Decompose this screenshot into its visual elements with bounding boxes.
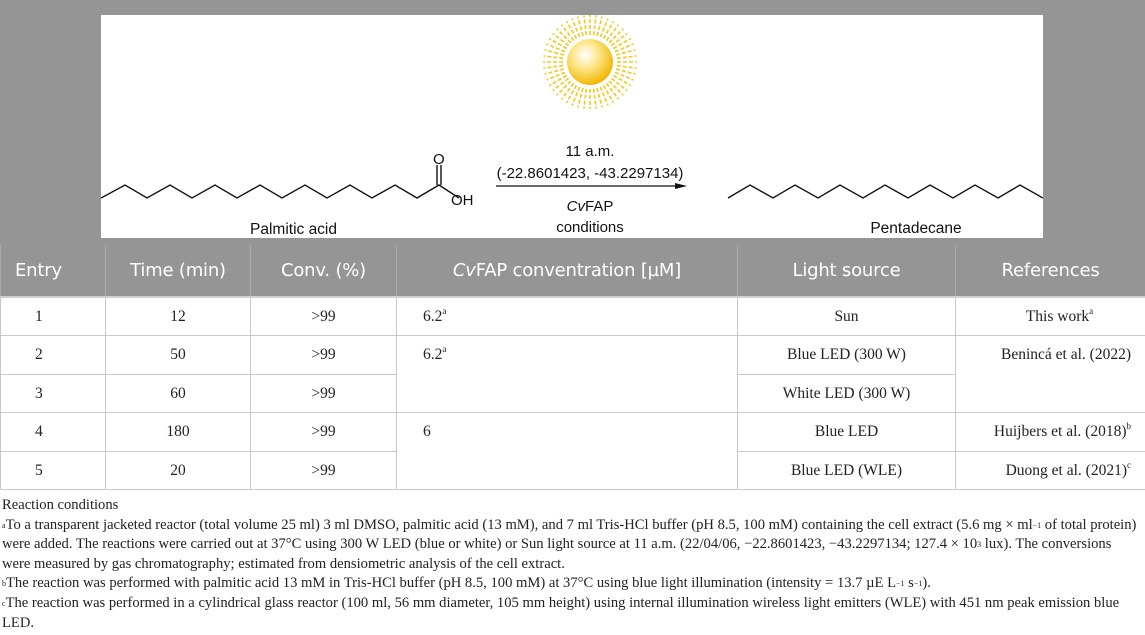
cell-reference: Duong et al. $(2021)^c$ (956, 451, 1145, 490)
cell-time: 12 (106, 297, 251, 336)
table-row (1, 297, 1145, 336)
cell-time: 50 (106, 336, 251, 375)
cell-light-source: Sun (738, 297, 956, 336)
header-conversion: Conv. (%) (251, 245, 397, 297)
reactant-label: Palmitic acid (250, 221, 337, 238)
cell-reference: Huijbers et al. $(2018)^b$ (956, 413, 1145, 452)
cell-entry: 5 (1, 451, 106, 490)
table-footnotes (2, 496, 1142, 633)
arrow-time-label: 11 a.m. (565, 143, 615, 160)
cell-reference: Benincá et al. (2022) (956, 336, 1145, 413)
cell-time: 20 (106, 451, 251, 490)
footnote-a: $^a$To a transparent jacketed reactor (total volume 25 ml) 3 ml DMSO, palmitic acid (13 mM), and 7 ml Tris-HCl buffer (pH 8.5, 100 mM) containing the cell extract (5.6 mg × $ml^{-1}$ of total protein) were added. The reactions were carried out at 37°C using 300 W LED (blue or white) or Sun light source at 11 a.m. (22/04/06, −22.8601423, −43.2297134; $127.4 \times 10^3$ lux). The conversions were measured by gas chromatography; estimated from densiometric analysis of the cell extract. (2, 516, 1137, 572)
palmitic-acid-structure (101, 185, 459, 198)
cell-conversion: >99 (251, 297, 397, 336)
table-row (1, 336, 1145, 375)
cell-light-source: White LED (300 W) (738, 374, 956, 413)
arrow-coordinates-label: (-22.8601423, -43.2297134) (496, 165, 684, 182)
cell-light-source: Blue LED (300 W) (738, 336, 956, 375)
arrow-conditions-label: conditions (556, 219, 624, 236)
header-references: References (956, 245, 1145, 297)
reaction-scheme-figure (101, 15, 1043, 238)
footnote-c: $^c$The reaction was performed in a cylindrical glass reactor (100 ml, 56 mm diameter, 105 mm height) using internal illumination wireless light emitters (WLE) with 451 nm peak emission blue LED. (2, 594, 1120, 631)
footnote-b: $^b$The reaction was performed with palmitic acid 13 mM in Tris-HCl buffer (pH 8.5, 100 mM) at 37°C using blue light illumination (intensity = 13.7 µE $L^{-1}$ $s^{-1}$). (2, 575, 931, 592)
table-header-row (1, 245, 1145, 297)
header-light-source: Light source (738, 245, 956, 297)
footnote-title: Reaction conditions (2, 497, 119, 513)
arrow-head-icon (675, 183, 687, 189)
cell-entry: 3 (1, 374, 106, 413)
cell-light-source: Blue LED (WLE) (738, 451, 956, 490)
cell-entry: 4 (1, 413, 106, 452)
cell-time: 180 (106, 413, 251, 452)
hydroxyl-label: OH (451, 192, 474, 209)
cell-conversion: >99 (251, 336, 397, 375)
cell-entry: 1 (1, 297, 106, 336)
cell-conversion: >99 (251, 413, 397, 452)
arrow-catalyst-label: CvFAP (566, 198, 614, 215)
table-row (1, 413, 1145, 452)
cell-reference: This work$^a$ (956, 297, 1145, 336)
cell-concentration: 6 (397, 413, 738, 490)
cell-conversion: >99 (251, 374, 397, 413)
header-entry: Entry (1, 245, 106, 297)
results-table (0, 245, 1145, 490)
sun-icon (543, 15, 637, 109)
cell-concentration: 6.2$^a$ (397, 297, 738, 336)
oxygen-label: O (433, 151, 445, 168)
header-time: Time (min) (106, 245, 251, 297)
cell-conversion: >99 (251, 451, 397, 490)
pentadecane-structure (728, 185, 1043, 198)
product-label: Pentadecane (870, 220, 962, 237)
cell-light-source: Blue LED (738, 413, 956, 452)
cell-entry: 2 (1, 336, 106, 375)
header-concentration: CvFAP conventration [µM] (397, 245, 738, 297)
cell-time: 60 (106, 374, 251, 413)
cell-concentration: 6.2$^a$ (397, 336, 738, 413)
